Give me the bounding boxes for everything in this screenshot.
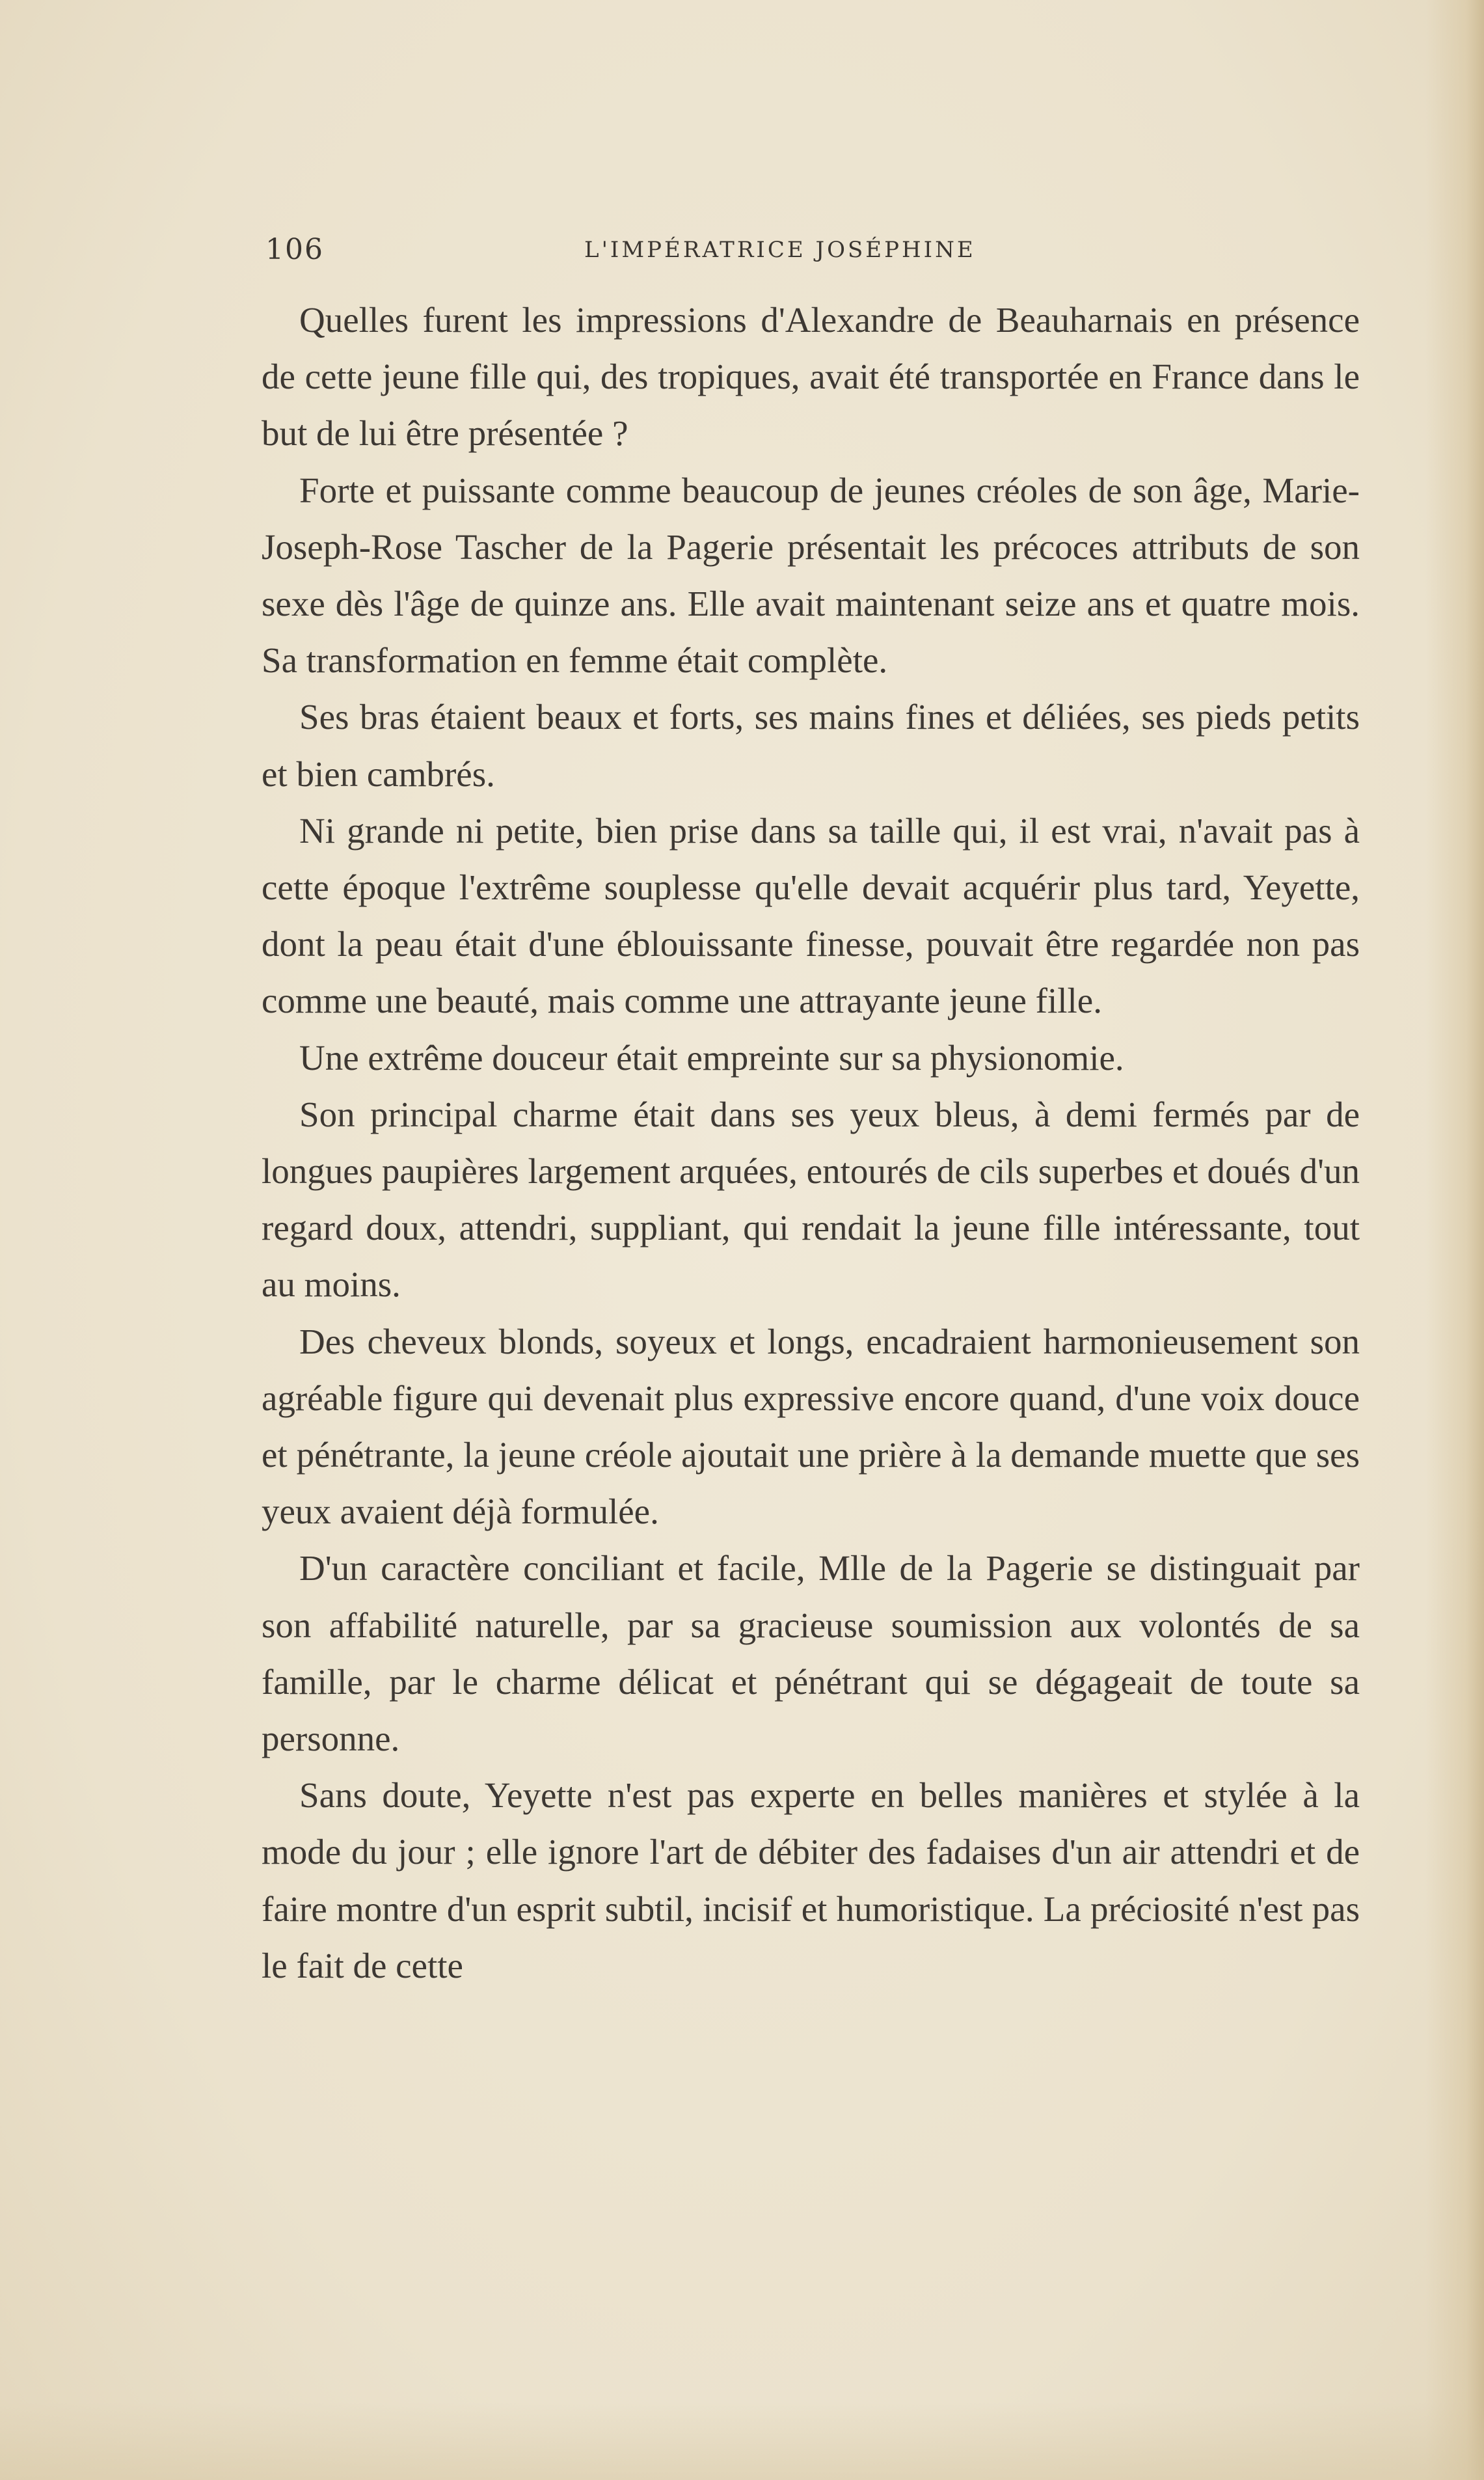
page-number: 106: [265, 233, 324, 266]
paragraph: Ni grande ni petite, bien prise dans sa taille qui, il est vrai, n'avait pas à cette époque l'extrême souplesse qu'elle devait acquérir plus tard, Yeyette, dont la peau était d'une éblouissante finesse, pouvait être regardée non pas comme une beauté, mais comme une attrayante jeune fille.: [262, 810, 1360, 1021]
paragraph: Des cheveux blonds, soyeux et longs, encadraient harmonieusement son agréable figure qui devenait plus expressive encore quand, d'une voix douce et pénétrante, la jeune créole ajoutait une prière à la demande muette que ses yeux avaient déjà formulée.: [262, 1321, 1360, 1532]
paragraph: D'un caractère conciliant et facile, Mlle de la Pagerie se distinguait par son affabilité naturelle, par sa gracieuse soumission aux volontés de sa famille, par le charme délicat et pénétrant qui se dégageait de toute sa personne.: [262, 1548, 1360, 1759]
paragraph: Quelles furent les impressions d'Alexandre de Beauharnais en présence de cette jeune fille qui, des tropiques, avait été transportée en France dans le but de lui être présentée ?: [262, 300, 1360, 454]
paragraph: Ses bras étaient beaux et forts, ses mains fines et déliées, ses pieds petits et bien cambrés.: [262, 697, 1360, 794]
paragraph: Son principal charme était dans ses yeux bleus, à demi fermés par de longues paupières largement arquées, entourés de cils superbes et doués d'un regard doux, attendri, suppliant, qui rendait la jeune fille intéressante, tout au moins.: [262, 1094, 1360, 1305]
paragraph: Sans doute, Yeyette n'est pas experte en belles manières et stylée à la mode du jour ; elle ignore l'art de débiter des fadaises d'un air attendri et de faire montre d'un esprit subtil, incisif et humoristique. La préciosité n'est pas le fait de cette: [262, 1775, 1360, 1985]
body-text: [262, 292, 1360, 1994]
paragraph: Une extrême douceur était empreinte sur sa physionomie.: [299, 1037, 1124, 1078]
page-edge-shadow: [1425, 0, 1484, 2480]
page-header: [265, 233, 1046, 272]
running-title: L'IMPÉRATRICE JOSÉPHINE: [584, 237, 976, 263]
paragraph: Forte et puissante comme beaucoup de jeunes créoles de son âge, Marie-Joseph-Rose Tascher de la Pagerie présentait les précoces attributs de son sexe dès l'âge de quinze ans. Elle avait maintenant seize ans et quatre mois. Sa transformation en femme était complète.: [262, 470, 1360, 681]
page-bottom-shadow: [0, 2402, 1484, 2480]
